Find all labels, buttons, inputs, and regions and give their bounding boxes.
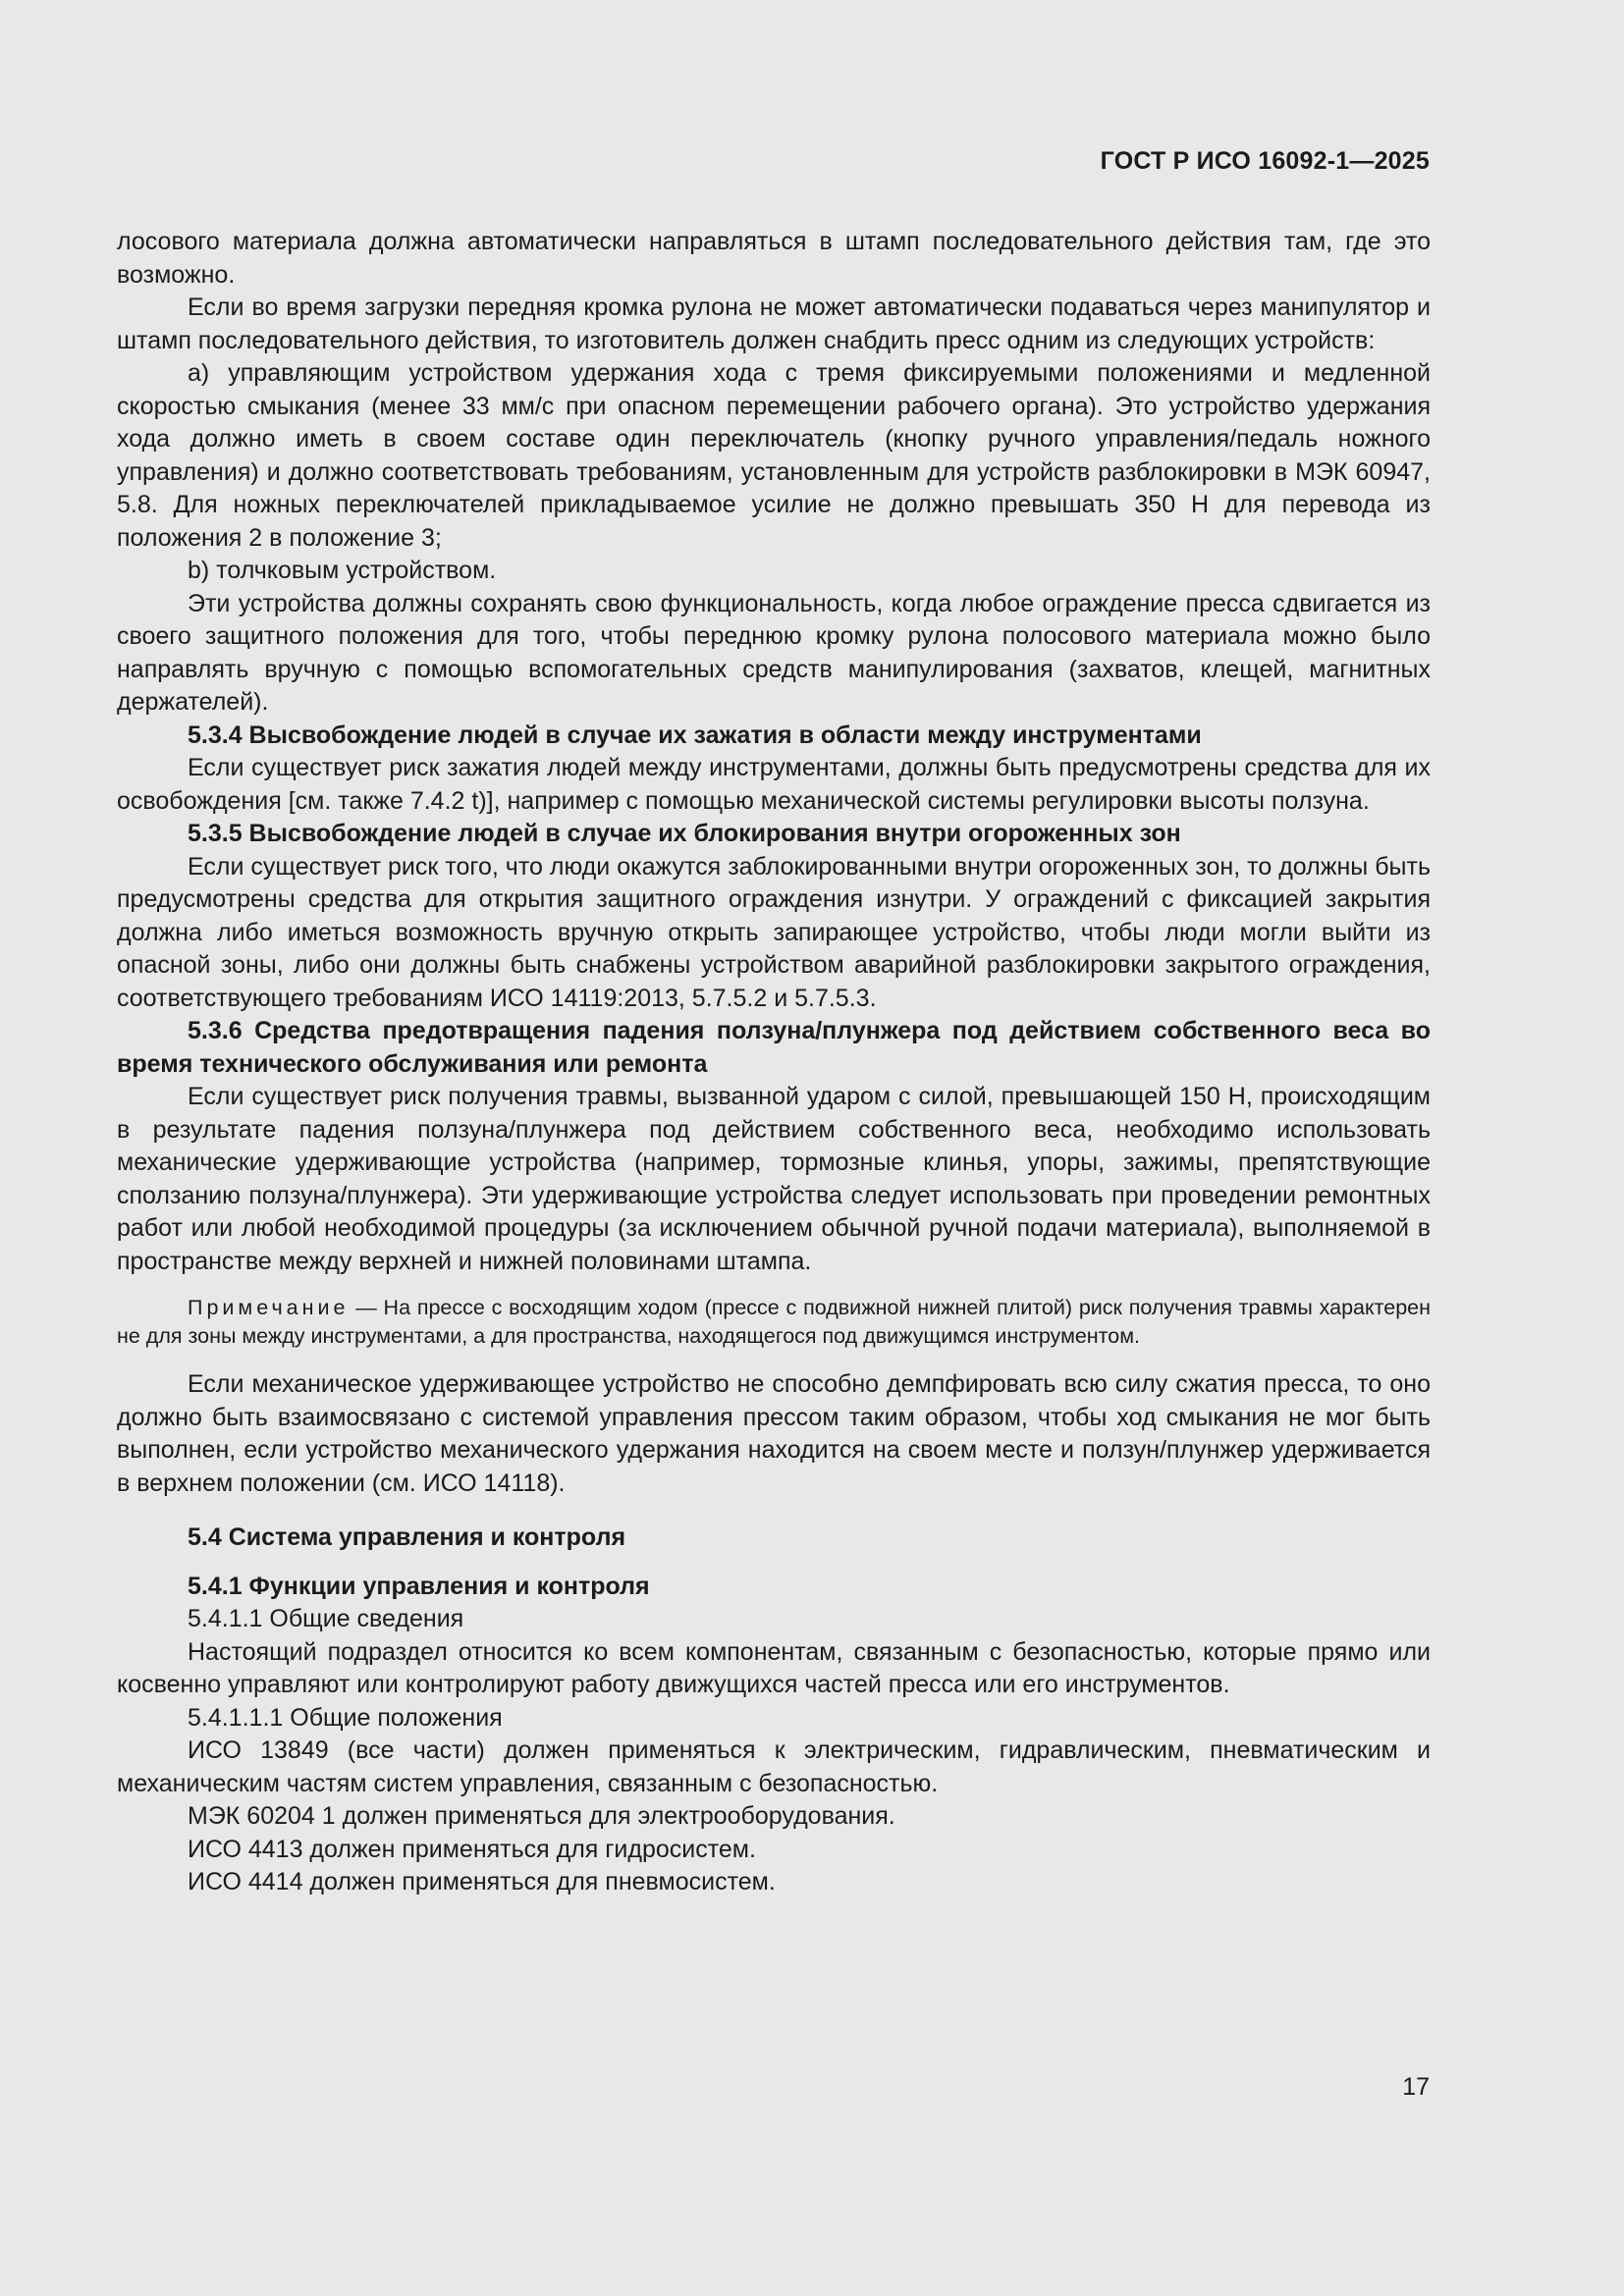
page-number: 17 xyxy=(1402,2073,1430,2101)
subsection-heading-5-4-1-1: 5.4.1.1 Общие сведения xyxy=(188,1605,464,1632)
note-text: — На прессе с восходящим ходом (прессе с подвижной нижней плитой) риск получения травмы характерен не для зоны между инструментами, а для пространства, находящегося под движущимся инструментом. xyxy=(117,1296,1431,1348)
section-heading-5-4: 5.4 Система управления и контроля xyxy=(188,1523,626,1551)
page-content xyxy=(117,226,1431,1899)
paragraph: Если существует риск того, что люди окажутся заблокированными внутри огороженных зон, то должны быть предусмотрены средства для открытия защитного ограждения изнутри. У ограждений с фиксацией закрытия должна либо иметься возможность вручную открыть запирающее устройство, чтобы люди могли выйти из опасной зоны, либо они должны быть снабжены устройством аварийной разблокировки закрытого ограждения, соответствующего требованиям ИСО 14119:2013, 5.7.5.2 и 5.7.5.3. xyxy=(117,852,1431,1012)
document-header: ГОСТ Р ИСО 16092-1—2025 xyxy=(1100,147,1430,175)
section-heading-5-3-6: 5.3.6 Средства предотвращения падения ползуна/плунжера под действием собственного веса во время технического обслуживания или ремонта xyxy=(117,1017,1431,1078)
paragraph: ИСО 4413 должен применяться для гидросистем. xyxy=(188,1835,756,1863)
section-heading-5-3-5: 5.3.5 Высвобождение людей в случае их блокирования внутри огороженных зон xyxy=(188,820,1181,847)
paragraph: Эти устройства должны сохранять свою функциональность, когда любое ограждение пресса сдвигается из своего защитного положения для того, чтобы переднюю кромку рулона полосового материала можно было направлять вручную с помощью вспомогательных средств манипулирования (захватов, клещей, магнитных держателей). xyxy=(117,589,1431,716)
subsection-heading-5-4-1-1-1: 5.4.1.1.1 Общие положения xyxy=(188,1703,503,1732)
section-heading-5-3-4: 5.3.4 Высвобождение людей в случае их зажатия в области между инструментами xyxy=(188,721,1202,749)
paragraph: ИСО 4414 должен применяться для пневмосистем. xyxy=(188,1868,776,1896)
paragraph: Если механическое удерживающее устройство не способно демпфировать всю силу сжатия пресса, то оно должно быть взаимосвязано с системой управления прессом таким образом, чтобы ход смыкания не мог быть выполнен, если устройство механического удержания находится на своем месте и ползун/плунжер удерживается в верхнем положении (см. ИСО 14118). xyxy=(117,1370,1431,1497)
paragraph: Настоящий подраздел относится ко всем компонентам, связанным с безопасностью, которые прямо или косвенно управляют или контролируют работу движущихся частей пресса или его инструментов. xyxy=(117,1637,1431,1698)
note-label: Примечание xyxy=(188,1296,350,1319)
list-item-a: a) управляющим устройством удержания хода с тремя фиксируемыми положениями и медленной скоростью смыкания (менее 33 мм/с при опасном перемещении рабочего органа). Это устройство удержания хода должно иметь в своем составе один переключатель (кнопку ручного управления/педаль ножного управления) и должно соответствовать требованиям, установленным для устройств разблокировки в МЭК 60947, 5.8. Для ножных переключателей прикладываемое усилие не должно превышать 350 Н для перевода из положения 2 в положение 3; xyxy=(117,359,1431,552)
paragraph: Если существует риск зажатия людей между инструментами, должны быть предусмотрены средства для их освобождения [см. также 7.4.2 t)], например с помощью механической системы регулировки высоты ползуна. xyxy=(117,754,1431,815)
paragraph: ИСО 13849 (все части) должен применяться к электрическим, гидравлическим, пневматическим и механическим частям систем управления, связанным с безопасностью. xyxy=(117,1736,1431,1797)
paragraph: Если во время загрузки передняя кромка рулона не может автоматически подаваться через манипулятор и штамп последовательного действия, то изготовитель должен снабдить пресс одним из следующих устройств: xyxy=(117,294,1431,354)
paragraph: МЭК 60204 1 должен применяться для электрооборудования. xyxy=(188,1802,895,1830)
paragraph: Если существует риск получения травмы, вызванной ударом с силой, превышающей 150 Н, происходящим в результате падения ползуна/плунжера под действием собственного веса, необходимо использовать механические удерживающие устройства (например, тормозные клинья, упоры, зажимы, препятствующие сползанию ползуна/плунжера). Эти удерживающие устройства следует использовать при проведении ремонтных работ или любой необходимой процедуры (за исключением обычной ручной подачи материала), выполняемой в пространстве между верхней и нижней половинами штампа. xyxy=(117,1083,1431,1275)
note xyxy=(117,1294,1431,1351)
paragraph: лосового материала должна автоматически направляться в штамп последовательного действия там, где это возможно. xyxy=(117,228,1431,289)
list-item-b: b) толчковым устройством. xyxy=(188,557,497,584)
section-heading-5-4-1: 5.4.1 Функции управления и контроля xyxy=(188,1572,650,1600)
